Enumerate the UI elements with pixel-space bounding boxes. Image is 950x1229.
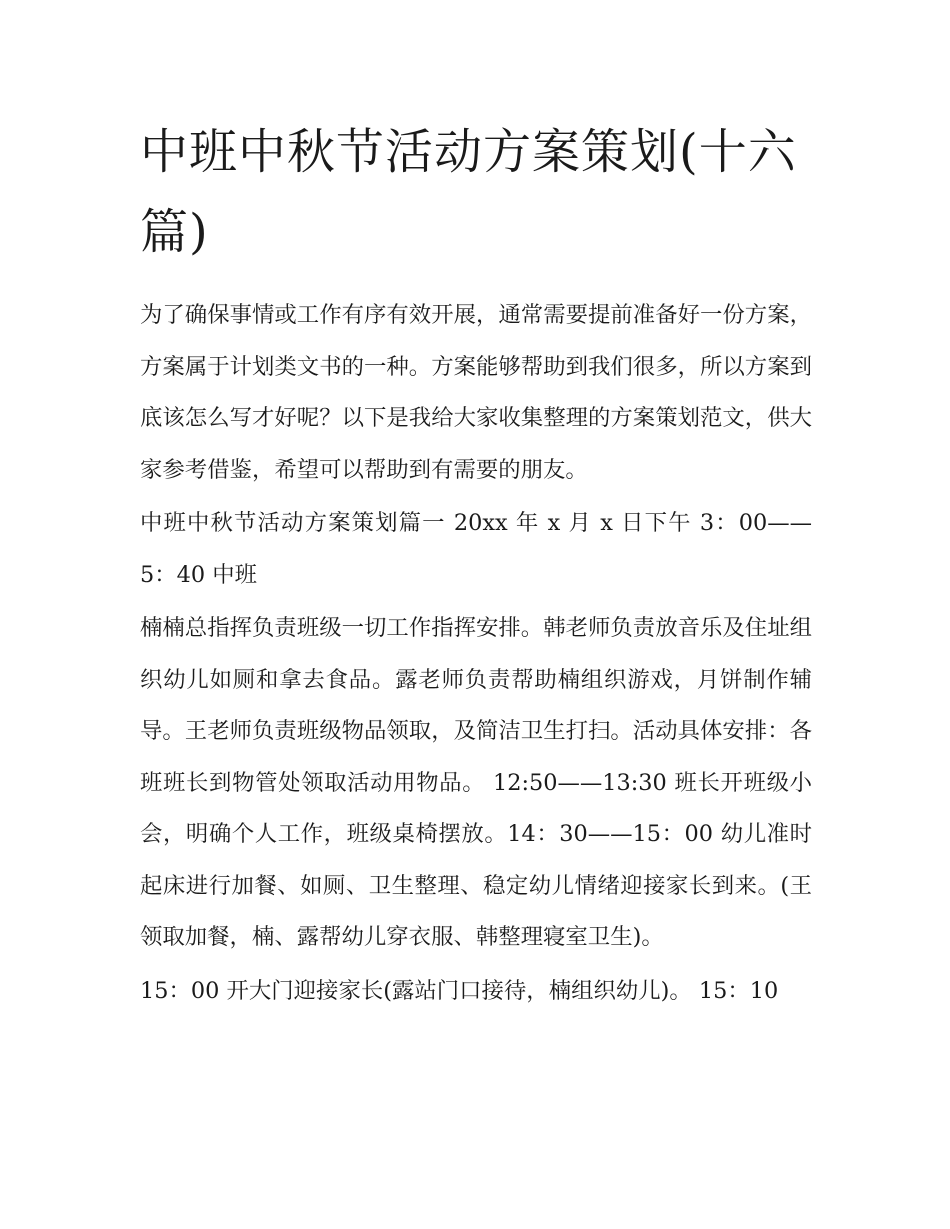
section-heading-paragraph: 中班中秋节活动方案策划篇一 20xx 年 x 月 x 日下午 3：00——5：40 中班 xyxy=(140,510,812,588)
document-page xyxy=(140,112,812,1017)
intro-paragraph: 为了确保事情或工作有序有效开展，通常需要提前准备好一份方案，方案属于计划类文书的一种。方案能够帮助到我们很多，所以方案到底该怎么写才好呢？以下是我给大家收集整理的方案策划范文，供大家参考借鉴，希望可以帮助到有需要的朋友。 xyxy=(140,302,812,483)
schedule-paragraph: 15：00 开大门迎接家长(露站门口接待，楠组织幼儿)。 15：10 xyxy=(140,977,779,1004)
document-title: 中班中秋节活动方案策划(十六篇) xyxy=(140,124,797,260)
arrangement-paragraph: 楠楠总指挥负责班级一切工作指挥安排。韩老师负责放音乐及住址组织幼儿如厕和拿去食品。露老师负责帮助楠组织游戏，月饼制作辅导。王老师负责班级物品领取，及简洁卫生打扫。活动具体安排：各班班长到物管处领取活动用物品。 12:50——13:30 班长开班级小会，明确个人工作，班级桌椅摆放。14：30——15：00 幼儿准时起床进行加餐、如厕、卫生整理、稳定幼儿情绪迎接家长到来。(王领取加餐，楠、露帮幼儿穿衣服、韩整理寝室卫生)。 xyxy=(140,615,812,950)
